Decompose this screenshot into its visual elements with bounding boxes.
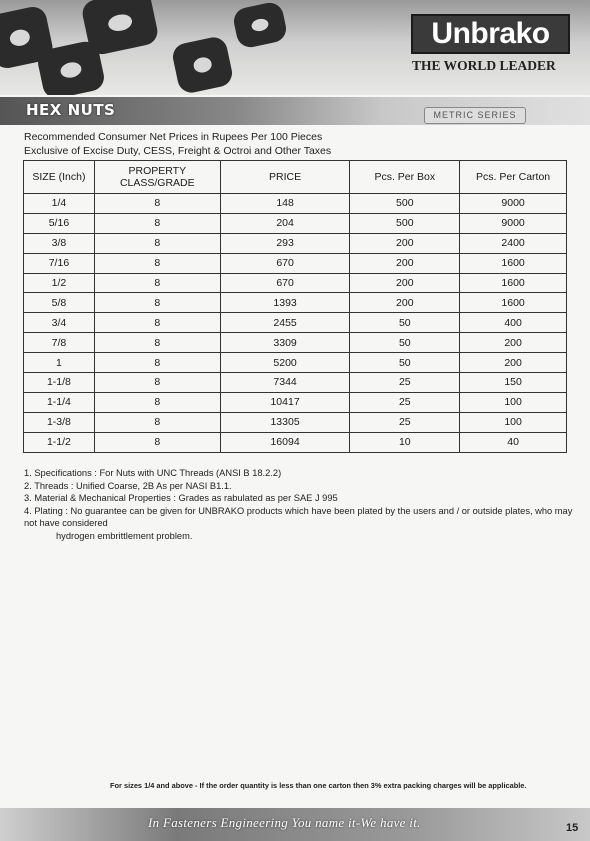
note-item (24, 505, 584, 530)
cell-per-box: 500 (350, 213, 460, 233)
cell-per-carton: 40 (460, 432, 567, 452)
cell-grade: 8 (94, 253, 220, 273)
cell-price: 3309 (220, 333, 350, 353)
cell-grade: 8 (94, 293, 220, 313)
cell-per-carton: 100 (460, 412, 567, 432)
cell-grade: 8 (94, 432, 220, 452)
table-row (24, 213, 567, 233)
note-number: 4. (24, 505, 32, 516)
table-row (24, 233, 567, 253)
intro-line: Recommended Consumer Net Prices in Rupees Per 100 Pieces (24, 131, 323, 143)
cell-size: 1/2 (24, 273, 95, 293)
table-row (24, 392, 567, 412)
note-text: Threads : Unified Coarse, 2B As per NASI B1.1. (34, 480, 232, 491)
packing-charges-note: For sizes 1/4 and above - If the order quantity is less than one carton then 3% extra packing charges will be applicable. (110, 781, 527, 790)
cell-price: 1393 (220, 293, 350, 313)
cell-size: 1-1/4 (24, 392, 95, 412)
brand-logo: Unbrako (411, 14, 570, 54)
cell-size: 5/8 (24, 293, 95, 313)
cell-per-box: 25 (350, 412, 460, 432)
cell-per-box: 200 (350, 253, 460, 273)
hex-nut-image (170, 35, 234, 95)
cell-per-carton: 1600 (460, 273, 567, 293)
cell-per-carton: 100 (460, 392, 567, 412)
table-row (24, 412, 567, 432)
cell-grade: 8 (94, 392, 220, 412)
brand-tagline: THE WORLD LEADER (412, 58, 556, 73)
column-header-per-carton: Pcs. Per Carton (460, 161, 567, 194)
note-number: 1. (24, 468, 32, 478)
cell-size: 3/8 (24, 233, 95, 253)
cell-size: 1-1/2 (24, 432, 95, 452)
cell-price: 148 (220, 194, 350, 214)
note-number: 3. (24, 493, 32, 503)
cell-per-box: 25 (350, 392, 460, 412)
intro-text (24, 130, 331, 158)
column-header-property: PROPERTY CLASS/GRADE (94, 161, 220, 194)
note-text: Plating : No guarantee can be given for UNBRAKO products which have been plated by the users and / or outside plates, who may not have considered (24, 505, 573, 528)
cell-per-carton: 9000 (460, 213, 567, 233)
cell-price: 670 (220, 253, 350, 273)
cell-per-carton: 9000 (460, 194, 567, 214)
note-continuation: hydrogen embrittlement problem. (56, 530, 193, 541)
cell-size: 1-3/8 (24, 412, 95, 432)
cell-per-box: 200 (350, 293, 460, 313)
cell-per-box: 200 (350, 273, 460, 293)
cell-per-box: 50 (350, 353, 460, 373)
cell-price: 293 (220, 233, 350, 253)
cell-grade: 8 (94, 313, 220, 333)
cell-per-box: 10 (350, 432, 460, 452)
cell-size: 1 (24, 353, 95, 373)
section-title: HEX NUTS (26, 101, 116, 119)
cell-per-carton: 200 (460, 333, 567, 353)
series-badge: METRIC SERIES (424, 107, 526, 124)
table-row (24, 333, 567, 353)
note-text: Specifications : For Nuts with UNC Threads (ANSI B 18.2.2) (34, 468, 282, 478)
cell-price: 2455 (220, 313, 350, 333)
cell-price: 5200 (220, 353, 350, 373)
column-header-size: SIZE (Inch) (24, 161, 95, 194)
cell-per-box: 50 (350, 313, 460, 333)
note-item (24, 480, 584, 493)
column-header-per-box: Pcs. Per Box (350, 161, 460, 194)
notes-list (24, 467, 584, 542)
price-table (23, 160, 567, 453)
cell-per-box: 50 (350, 333, 460, 353)
cell-per-carton: 1600 (460, 253, 567, 273)
column-header-price: PRICE (220, 161, 350, 194)
cell-price: 13305 (220, 412, 350, 432)
table-row (24, 373, 567, 393)
cell-grade: 8 (94, 233, 220, 253)
cell-grade: 8 (94, 273, 220, 293)
cell-grade: 8 (94, 333, 220, 353)
table-row (24, 253, 567, 273)
cell-per-carton: 400 (460, 313, 567, 333)
cell-size: 7/8 (24, 333, 95, 353)
hex-nut-image (231, 0, 288, 50)
table-row (24, 273, 567, 293)
cell-grade: 8 (94, 213, 220, 233)
cell-per-carton: 2400 (460, 233, 567, 253)
cell-price: 204 (220, 213, 350, 233)
cell-size: 5/16 (24, 213, 95, 233)
cell-grade: 8 (94, 373, 220, 393)
cell-price: 7344 (220, 373, 350, 393)
cell-price: 670 (220, 273, 350, 293)
cell-per-box: 500 (350, 194, 460, 214)
cell-per-box: 200 (350, 233, 460, 253)
note-item (24, 467, 584, 480)
table-row (24, 313, 567, 333)
table-row (24, 353, 567, 373)
note-item (24, 492, 584, 505)
cell-size: 1/4 (24, 194, 95, 214)
cell-grade: 8 (94, 412, 220, 432)
cell-price: 16094 (220, 432, 350, 452)
note-text: Material & Mechanical Properties : Grades as rabulated as per SAE J 995 (34, 493, 338, 503)
note-number: 2. (24, 480, 32, 491)
page-number: 15 (566, 822, 579, 834)
cell-price: 10417 (220, 392, 350, 412)
cell-per-box: 25 (350, 373, 460, 393)
table-body (24, 194, 567, 453)
cell-grade: 8 (94, 194, 220, 214)
cell-size: 7/16 (24, 253, 95, 273)
hex-nut-image (80, 0, 160, 57)
footer-slogan: In Fasteners Engineering You name it-We have it. (148, 815, 421, 830)
cell-per-carton: 150 (460, 373, 567, 393)
cell-per-carton: 200 (460, 353, 567, 373)
table-header-row (24, 161, 567, 194)
cell-grade: 8 (94, 353, 220, 373)
cell-size: 3/4 (24, 313, 95, 333)
intro-line: Exclusive of Excise Duty, CESS, Freight & Octroi and Other Taxes (24, 145, 332, 157)
cell-size: 1-1/8 (24, 373, 95, 393)
table-row (24, 194, 567, 214)
cell-per-carton: 1600 (460, 293, 567, 313)
table-row (24, 432, 567, 452)
table-row (24, 293, 567, 313)
